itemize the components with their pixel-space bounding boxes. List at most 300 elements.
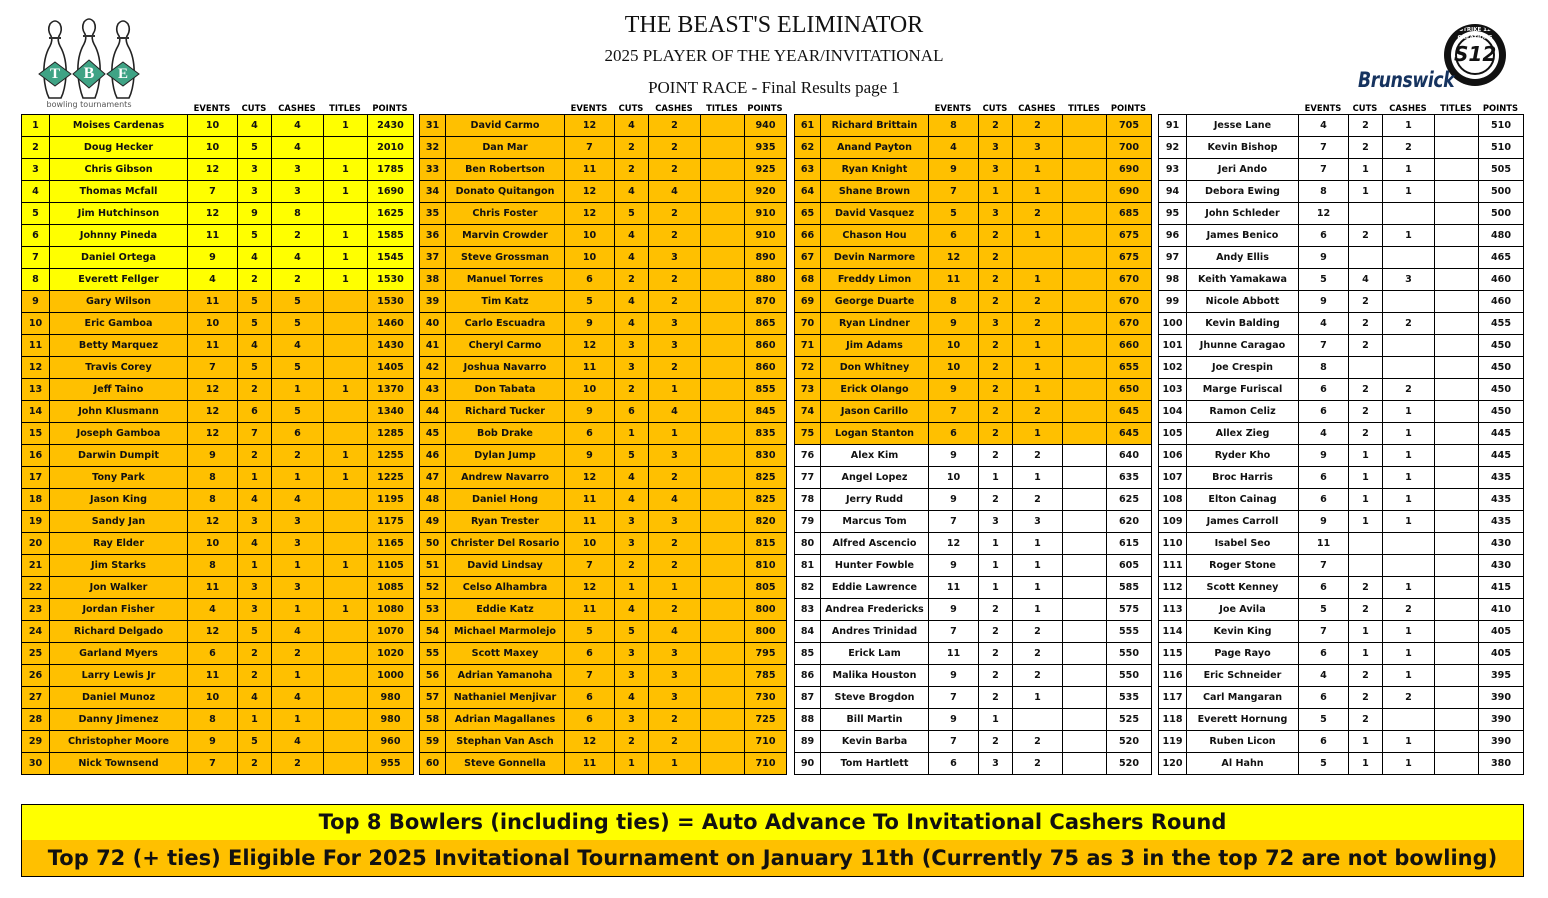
table-row [795, 357, 1152, 379]
name-cell: Jerry Rudd [821, 489, 929, 511]
name-cell: Freddy Limon [821, 269, 929, 291]
titles-cell [1063, 643, 1107, 665]
rank-cell: 83 [795, 599, 821, 621]
table-row [22, 577, 414, 599]
events-cell: 11 [188, 577, 238, 599]
rank-cell: 7 [22, 247, 50, 269]
events-cell: 4 [1299, 665, 1349, 687]
table-row [1159, 599, 1524, 621]
events-cell: 9 [1299, 291, 1349, 313]
titles-cell [701, 709, 745, 731]
table-row [1159, 753, 1524, 775]
cashes-cell [1383, 533, 1435, 555]
rank-cell: 86 [795, 665, 821, 687]
cashes-cell [1383, 357, 1435, 379]
name-cell: Christer Del Rosario [446, 533, 565, 555]
rank-cell: 59 [420, 731, 446, 753]
table-row [795, 753, 1152, 775]
table-row [795, 511, 1152, 533]
points-cell: 615 [1107, 533, 1152, 555]
cashes-cell: 5 [272, 401, 324, 423]
cashes-cell: 2 [649, 115, 701, 137]
cuts-cell: 3 [979, 137, 1013, 159]
name-cell: Andy Ellis [1187, 247, 1299, 269]
cuts-cell: 1 [615, 753, 649, 775]
titles-cell [1435, 599, 1479, 621]
name-cell: Stephan Van Asch [446, 731, 565, 753]
cashes-cell: 2 [649, 357, 701, 379]
points-cell: 810 [745, 555, 787, 577]
events-cell: 12 [565, 731, 615, 753]
titles-cell [1435, 555, 1479, 577]
cashes-cell: 4 [649, 489, 701, 511]
rank-cell: 45 [420, 423, 446, 445]
events-cell: 12 [565, 181, 615, 203]
cuts-cell: 5 [238, 357, 272, 379]
points-cell: 395 [1479, 665, 1524, 687]
cuts-cell: 2 [979, 687, 1013, 709]
name-cell: Chris Foster [446, 203, 565, 225]
table-row [1159, 115, 1524, 137]
events-cell: 6 [565, 643, 615, 665]
name-cell: Adrian Yamanoha [446, 665, 565, 687]
header-events: EVENTS [193, 103, 231, 113]
titles-cell [324, 423, 368, 445]
column-header-strip-3 [794, 103, 1151, 114]
table-row [420, 709, 787, 731]
header-events: EVENTS [1304, 103, 1342, 113]
cuts-cell: 4 [1349, 269, 1383, 291]
titles-cell [1435, 357, 1479, 379]
points-cell: 500 [1479, 203, 1524, 225]
points-cell: 460 [1479, 291, 1524, 313]
titles-cell [1435, 159, 1479, 181]
points-cell: 1105 [368, 555, 414, 577]
header-points: POINTS [747, 103, 783, 113]
events-cell: 10 [188, 533, 238, 555]
cashes-cell: 3 [272, 533, 324, 555]
points-cell: 450 [1479, 357, 1524, 379]
points-cell: 1165 [368, 533, 414, 555]
points-cell: 550 [1107, 665, 1152, 687]
points-cell: 2010 [368, 137, 414, 159]
rank-cell: 94 [1159, 181, 1187, 203]
name-cell: Steve Grossman [446, 247, 565, 269]
table-row [420, 533, 787, 555]
cuts-cell: 3 [238, 181, 272, 203]
rank-cell: 26 [22, 665, 50, 687]
cuts-cell: 2 [238, 643, 272, 665]
table-row [795, 533, 1152, 555]
name-cell: Nick Townsend [50, 753, 188, 775]
name-cell: Eddie Katz [446, 599, 565, 621]
cuts-cell: 2 [615, 731, 649, 753]
header-cashes: CASHES [1018, 103, 1056, 113]
cuts-cell: 2 [979, 335, 1013, 357]
points-cell: 380 [1479, 753, 1524, 775]
points-cell: 1460 [368, 313, 414, 335]
name-cell: Ryan Knight [821, 159, 929, 181]
titles-cell [1063, 577, 1107, 599]
table-row [795, 203, 1152, 225]
name-cell: Betty Marquez [50, 335, 188, 357]
points-cell: 500 [1479, 181, 1524, 203]
logo-letter-t: T [49, 66, 60, 82]
rank-cell: 72 [795, 357, 821, 379]
cuts-cell: 4 [615, 291, 649, 313]
points-cell: 415 [1479, 577, 1524, 599]
table-row [22, 247, 414, 269]
rank-cell: 98 [1159, 269, 1187, 291]
titles-cell: 1 [324, 555, 368, 577]
rank-cell: 14 [22, 401, 50, 423]
header-titles: TITLES [706, 103, 738, 113]
titles-cell [1435, 203, 1479, 225]
name-cell: Erick Olango [821, 379, 929, 401]
rank-cell: 49 [420, 511, 446, 533]
name-cell: Don Tabata [446, 379, 565, 401]
cuts-cell: 2 [979, 401, 1013, 423]
events-cell: 6 [1299, 643, 1349, 665]
cuts-cell: 4 [238, 115, 272, 137]
events-cell: 6 [1299, 467, 1349, 489]
cashes-cell: 1 [649, 753, 701, 775]
table-row [22, 709, 414, 731]
table-row [1159, 489, 1524, 511]
table-row [795, 577, 1152, 599]
cuts-cell: 2 [979, 621, 1013, 643]
points-cell: 435 [1479, 467, 1524, 489]
titles-cell [701, 511, 745, 533]
titles-cell [1063, 247, 1107, 269]
cashes-cell: 3 [649, 445, 701, 467]
table-row [420, 335, 787, 357]
rank-cell: 105 [1159, 423, 1187, 445]
events-cell: 10 [565, 379, 615, 401]
name-cell: Ray Elder [50, 533, 188, 555]
header-points: POINTS [372, 103, 408, 113]
points-cell: 670 [1107, 313, 1152, 335]
titles-cell [1063, 181, 1107, 203]
header-cuts: CUTS [618, 103, 644, 113]
events-cell: 7 [565, 555, 615, 577]
events-cell: 12 [565, 115, 615, 137]
standings-block-1 [21, 114, 414, 775]
events-cell: 7 [929, 181, 979, 203]
rank-cell: 28 [22, 709, 50, 731]
points-cell: 445 [1479, 445, 1524, 467]
rank-cell: 34 [420, 181, 446, 203]
points-cell: 450 [1479, 401, 1524, 423]
name-cell: Daniel Hong [446, 489, 565, 511]
rank-cell: 40 [420, 313, 446, 335]
header-cuts: CUTS [1352, 103, 1378, 113]
events-cell: 10 [565, 247, 615, 269]
eligibility-banner: Top 72 (+ ties) Eligible For 2025 Invitational Tournament on January 11th (Currently 75 as 3 in the top 72 are not bowling) [21, 840, 1524, 877]
name-cell: Everett Fellger [50, 269, 188, 291]
name-cell: Doug Hecker [50, 137, 188, 159]
column-header-strip-4 [1158, 103, 1523, 114]
cuts-cell: 9 [238, 203, 272, 225]
cuts-cell: 1 [1349, 621, 1383, 643]
titles-cell [1063, 445, 1107, 467]
events-cell: 12 [929, 533, 979, 555]
titles-cell [1435, 335, 1479, 357]
cuts-cell: 4 [615, 467, 649, 489]
cuts-cell: 2 [979, 291, 1013, 313]
table-row [22, 379, 414, 401]
name-cell: Travis Corey [50, 357, 188, 379]
cashes-cell: 3 [272, 511, 324, 533]
events-cell: 9 [929, 599, 979, 621]
titles-cell [1435, 731, 1479, 753]
events-cell: 11 [565, 511, 615, 533]
table-row [22, 423, 414, 445]
events-cell: 7 [1299, 159, 1349, 181]
name-cell: Tim Katz [446, 291, 565, 313]
rank-cell: 95 [1159, 203, 1187, 225]
events-cell: 9 [188, 731, 238, 753]
standings-block-2 [419, 114, 787, 775]
cuts-cell: 2 [1349, 599, 1383, 621]
titles-cell [701, 731, 745, 753]
points-cell: 640 [1107, 445, 1152, 467]
events-cell: 11 [188, 335, 238, 357]
cuts-cell: 4 [615, 489, 649, 511]
events-cell: 7 [929, 401, 979, 423]
events-cell: 11 [188, 665, 238, 687]
cashes-cell [1383, 247, 1435, 269]
header-cuts: CUTS [982, 103, 1008, 113]
cuts-cell: 2 [979, 225, 1013, 247]
cashes-cell: 1 [1013, 225, 1063, 247]
points-cell: 430 [1479, 533, 1524, 555]
cashes-cell: 1 [1013, 533, 1063, 555]
rank-cell: 25 [22, 643, 50, 665]
name-cell: Jim Hutchinson [50, 203, 188, 225]
table-row [22, 225, 414, 247]
events-cell: 10 [929, 357, 979, 379]
rank-cell: 82 [795, 577, 821, 599]
name-cell: Richard Tucker [446, 401, 565, 423]
cuts-cell: 5 [615, 203, 649, 225]
rank-cell: 84 [795, 621, 821, 643]
cuts-cell: 2 [979, 731, 1013, 753]
titles-cell [1063, 621, 1107, 643]
events-cell: 4 [188, 599, 238, 621]
page-label: POINT RACE - Final Results page 1 [648, 78, 900, 97]
cashes-cell: 1 [1383, 467, 1435, 489]
events-cell: 6 [565, 269, 615, 291]
name-cell: Carl Mangaran [1187, 687, 1299, 709]
table-row [795, 687, 1152, 709]
table-row [22, 291, 414, 313]
cashes-cell: 5 [272, 357, 324, 379]
titles-cell [1435, 753, 1479, 775]
cuts-cell: 3 [979, 203, 1013, 225]
events-cell: 6 [929, 225, 979, 247]
cuts-cell: 1 [615, 577, 649, 599]
rank-cell: 12 [22, 357, 50, 379]
cashes-cell: 3 [1383, 269, 1435, 291]
table-row [22, 621, 414, 643]
cashes-cell [1383, 555, 1435, 577]
cuts-cell: 4 [615, 599, 649, 621]
titles-cell: 1 [324, 247, 368, 269]
cashes-cell [1383, 335, 1435, 357]
name-cell: Hunter Fowble [821, 555, 929, 577]
name-cell: Tom Hartlett [821, 753, 929, 775]
points-cell: 645 [1107, 423, 1152, 445]
events-cell: 7 [929, 687, 979, 709]
cuts-cell: 3 [979, 313, 1013, 335]
rank-cell: 48 [420, 489, 446, 511]
points-cell: 620 [1107, 511, 1152, 533]
points-cell: 940 [745, 115, 787, 137]
points-cell: 1530 [368, 269, 414, 291]
rank-cell: 50 [420, 533, 446, 555]
events-cell: 9 [188, 247, 238, 269]
points-cell: 510 [1479, 137, 1524, 159]
name-cell: Bill Martin [821, 709, 929, 731]
table-row [1159, 313, 1524, 335]
name-cell: John Schleder [1187, 203, 1299, 225]
cashes-cell: 4 [272, 687, 324, 709]
rank-cell: 102 [1159, 357, 1187, 379]
cashes-cell [1013, 709, 1063, 731]
points-cell: 480 [1479, 225, 1524, 247]
points-cell: 1785 [368, 159, 414, 181]
cashes-cell: 1 [272, 665, 324, 687]
events-cell: 6 [929, 423, 979, 445]
events-cell: 7 [929, 621, 979, 643]
name-cell: Keith Yamakawa [1187, 269, 1299, 291]
name-cell: Johnny Pineda [50, 225, 188, 247]
cashes-cell: 3 [272, 181, 324, 203]
cashes-cell: 1 [1383, 225, 1435, 247]
table-row [22, 115, 414, 137]
cashes-cell: 2 [1013, 753, 1063, 775]
table-row [1159, 401, 1524, 423]
events-cell: 10 [929, 335, 979, 357]
titles-cell [1063, 203, 1107, 225]
points-cell: 625 [1107, 489, 1152, 511]
name-cell: Devin Narmore [821, 247, 929, 269]
events-cell: 12 [188, 203, 238, 225]
points-cell: 1085 [368, 577, 414, 599]
points-cell: 705 [1107, 115, 1152, 137]
points-cell: 675 [1107, 247, 1152, 269]
table-row [420, 423, 787, 445]
rank-cell: 64 [795, 181, 821, 203]
header-cashes: CASHES [1389, 103, 1427, 113]
name-cell: Alex Kim [821, 445, 929, 467]
events-cell: 11 [1299, 533, 1349, 555]
cashes-cell: 1 [1383, 445, 1435, 467]
events-cell: 11 [565, 357, 615, 379]
events-cell: 5 [1299, 599, 1349, 621]
rank-cell: 23 [22, 599, 50, 621]
rank-cell: 27 [22, 687, 50, 709]
name-cell: Jason King [50, 489, 188, 511]
table-row [420, 555, 787, 577]
rank-cell: 42 [420, 357, 446, 379]
events-cell: 11 [929, 577, 979, 599]
rank-cell: 2 [22, 137, 50, 159]
titles-cell [1063, 511, 1107, 533]
events-cell: 7 [1299, 335, 1349, 357]
name-cell: Isabel Seo [1187, 533, 1299, 555]
name-cell: Marvin Crowder [446, 225, 565, 247]
cashes-cell: 4 [272, 247, 324, 269]
table-row [795, 335, 1152, 357]
cuts-cell: 3 [615, 357, 649, 379]
cashes-cell: 1 [1383, 753, 1435, 775]
standings-block-3 [794, 114, 1152, 775]
table-row [420, 511, 787, 533]
badge-ring-text: STRIKE 12 CREATIONS [1457, 27, 1493, 41]
rank-cell: 13 [22, 379, 50, 401]
cuts-cell: 3 [979, 753, 1013, 775]
name-cell: Jhunne Caragao [1187, 335, 1299, 357]
table-row [22, 137, 414, 159]
titles-cell [1435, 247, 1479, 269]
points-cell: 455 [1479, 313, 1524, 335]
rank-cell: 5 [22, 203, 50, 225]
name-cell: Logan Stanton [821, 423, 929, 445]
cashes-cell: 2 [649, 159, 701, 181]
cuts-cell [1349, 357, 1383, 379]
cashes-cell: 1 [1383, 159, 1435, 181]
cashes-cell: 1 [1013, 599, 1063, 621]
cuts-cell: 4 [238, 687, 272, 709]
cashes-cell: 1 [649, 577, 701, 599]
rank-cell: 113 [1159, 599, 1187, 621]
name-cell: Eric Schneider [1187, 665, 1299, 687]
cashes-cell: 3 [649, 313, 701, 335]
titles-cell: 1 [324, 115, 368, 137]
rank-cell: 60 [420, 753, 446, 775]
table-row [795, 291, 1152, 313]
titles-cell [701, 357, 745, 379]
cashes-cell: 1 [649, 379, 701, 401]
rank-cell: 81 [795, 555, 821, 577]
table-row [795, 445, 1152, 467]
points-cell: 690 [1107, 181, 1152, 203]
points-cell: 650 [1107, 379, 1152, 401]
rank-cell: 6 [22, 225, 50, 247]
cuts-cell: 2 [979, 357, 1013, 379]
name-cell: Marcus Tom [821, 511, 929, 533]
cashes-cell: 2 [649, 137, 701, 159]
cuts-cell: 1 [238, 709, 272, 731]
points-cell: 920 [745, 181, 787, 203]
titles-cell [1063, 379, 1107, 401]
name-cell: Michael Marmolejo [446, 621, 565, 643]
name-cell: James Carroll [1187, 511, 1299, 533]
rank-cell: 73 [795, 379, 821, 401]
events-cell: 8 [1299, 357, 1349, 379]
logo-letter-b: B [83, 65, 95, 82]
rank-cell: 36 [420, 225, 446, 247]
points-cell: 410 [1479, 599, 1524, 621]
points-cell: 910 [745, 203, 787, 225]
cashes-cell: 2 [272, 225, 324, 247]
titles-cell: 1 [324, 379, 368, 401]
rank-cell: 90 [795, 753, 821, 775]
titles-cell [324, 533, 368, 555]
table-row [420, 115, 787, 137]
